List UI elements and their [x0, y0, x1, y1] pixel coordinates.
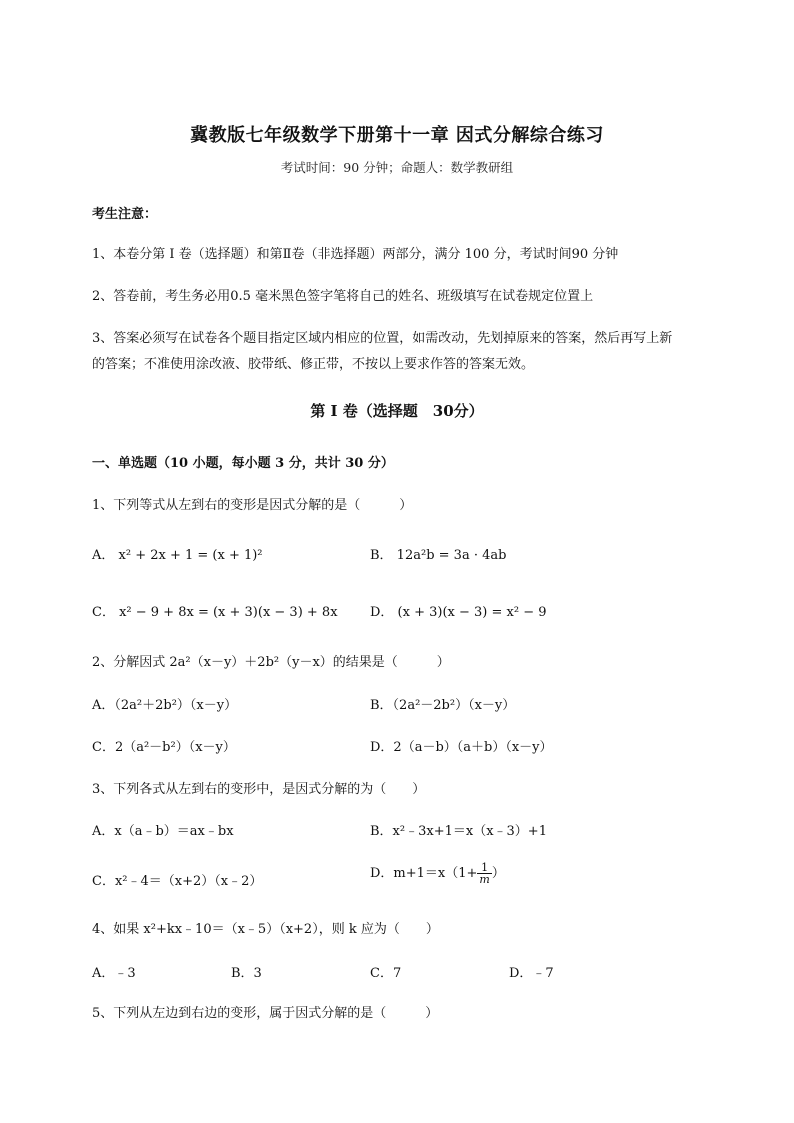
question-stem: 2、分解因式 2a²（x－y）＋2b²（y－x）的结果是（ ）: [92, 655, 450, 670]
question-stem: 5、下列从左边到右边的变形，属于因式分解的是（ ）: [92, 1006, 439, 1021]
option-d-prefix: D．m+1＝x（1+: [370, 866, 478, 881]
fraction-numerator: 1: [477, 862, 491, 874]
question-stem: 3、下列各式从左到右的变形中，是因式分解的为（ ）: [92, 782, 426, 797]
option-c[interactable]: C．x²﹣4＝（x+2）（x﹣2）: [92, 874, 263, 889]
option-d[interactable]: [370, 862, 505, 885]
option-a[interactable]: A．x（a﹣b）＝ax﹣bx: [92, 824, 234, 839]
exam-info: 考试时间：90 分钟；命题人：数学教研组: [280, 160, 514, 175]
notice-item: 3、答案必须写在试卷各个题目指定区域内相应的位置，如需改动，先划掉原来的答案，然后再写上新: [92, 331, 673, 346]
fraction-denominator: m: [479, 873, 490, 886]
question-stem: 1、下列等式从左到右的变形是因式分解的是（ ）: [92, 498, 413, 513]
option-b[interactable]: B． 12a²b = 3a · 4ab: [370, 548, 507, 563]
option-d[interactable]: D． (x + 3)(x − 3) = x² − 9: [370, 605, 547, 620]
option-b[interactable]: B．3: [231, 966, 262, 981]
question-stem: 4、如果 x²+kx﹣10＝（x﹣5）（x+2），则 k 应为（ ）: [92, 922, 439, 937]
option-a[interactable]: A． x² + 2x + 1 = (x + 1)²: [92, 548, 263, 563]
notice-item: 1、本卷分第 I 卷（选择题）和第Ⅱ卷（非选择题）两部分，满分 100 分，考试时间90 分钟: [92, 247, 619, 262]
option-a[interactable]: A．﹣3: [92, 966, 136, 981]
option-b[interactable]: B．x²﹣3x+1＝x（x﹣3）+1: [370, 824, 547, 839]
page-title: 冀教版七年级数学下册第十一章 因式分解综合练习: [190, 125, 604, 146]
option-c[interactable]: C．7: [370, 966, 402, 981]
option-c[interactable]: C． x² − 9 + 8x = (x + 3)(x − 3) + 8x: [92, 605, 338, 620]
option-a[interactable]: A．（2a²＋2b²）（x－y）: [92, 698, 238, 713]
option-d[interactable]: D．2（a－b）（a＋b）（x－y）: [370, 740, 553, 755]
option-d[interactable]: D．﹣7: [509, 966, 554, 981]
fraction: [477, 862, 491, 885]
part-heading: 一、单选题（10 小题，每小题 3 分，共计 30 分）: [92, 456, 394, 471]
section-title: 第 I 卷（选择题 30分）: [310, 402, 484, 420]
option-c[interactable]: C．2（a²－b²）（x－y）: [92, 740, 236, 755]
option-b[interactable]: B．（2a²－2b²）（x－y）: [370, 698, 516, 713]
notice-heading: 考生注意：: [92, 207, 158, 222]
option-d-suffix: ）: [491, 866, 505, 881]
notice-item: 2、答卷前，考生务必用0.5 毫米黑色签字笔将自己的姓名、班级填写在试卷规定位置上: [92, 289, 594, 304]
notice-item: 的答案；不准使用涂改液、胶带纸、修正带，不按以上要求作答的答案无效。: [92, 357, 535, 372]
